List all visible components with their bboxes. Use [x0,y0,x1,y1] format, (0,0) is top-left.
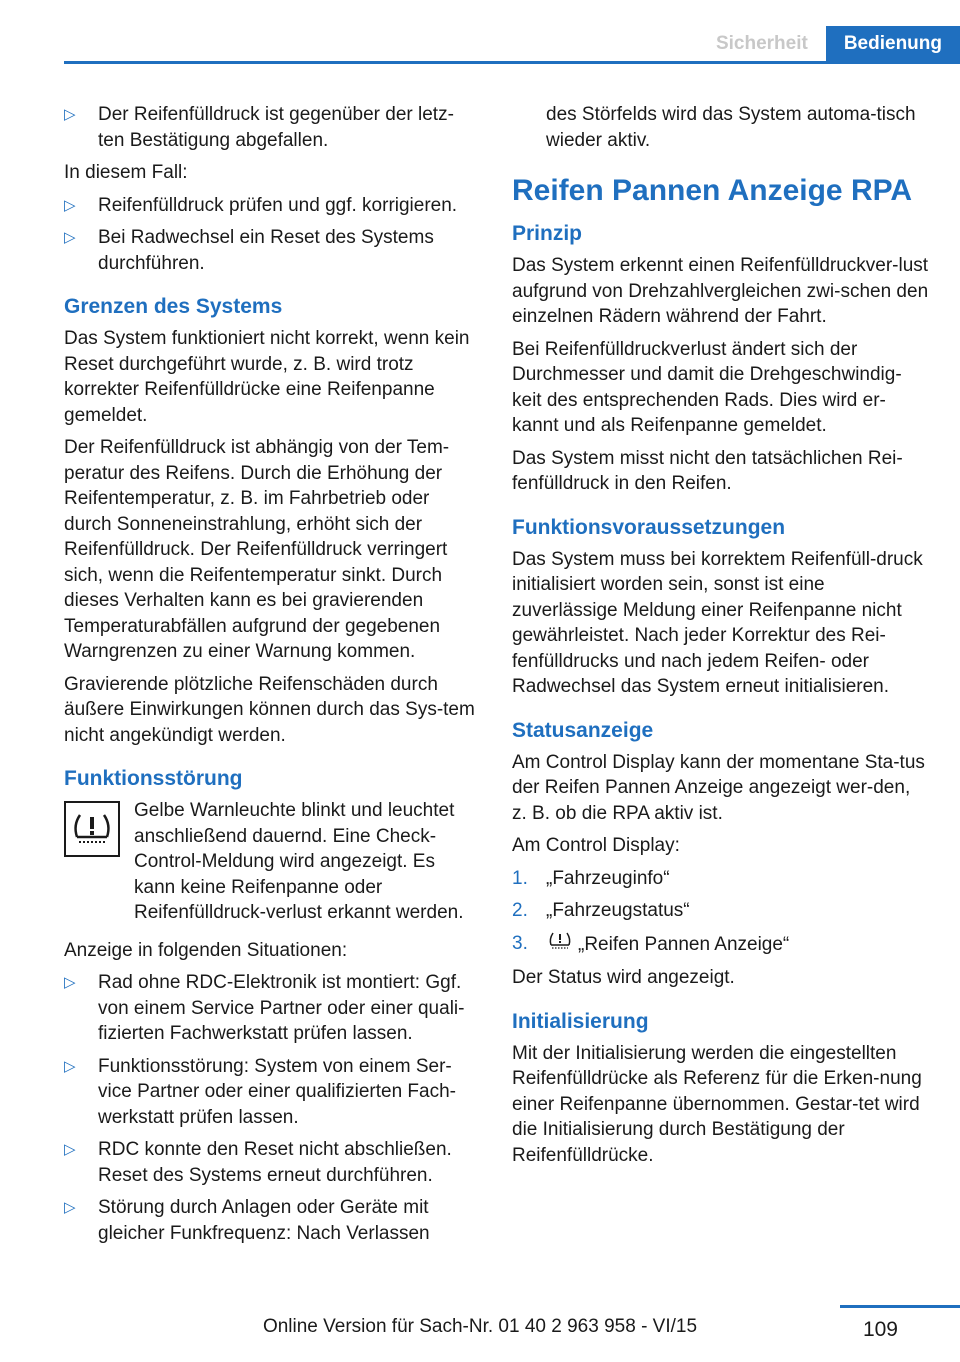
paragraph: Anzeige in folgenden Situationen: [64,939,348,961]
paragraph: Mit der Initialisierung werden die eingestellten Reifenfülldrücke als Referenz für die Erken‐nung einer Reifenpanne übernommen. Gestar‐tet wird die Initialisierung durch Bestätigung der Reifenfülldrücke. [512,1042,922,1166]
numbered-list [512,866,930,959]
heading-prinzip: Prinzip [512,222,583,245]
paragraph: Gravierende plötzliche Reifenschäden durch äußere Einwirkungen können durch das Sys‐tem nicht angekündigt werden. [64,673,475,746]
tab-bedienung[interactable]: Bedienung [826,26,960,62]
list-item: ▷ Funktionsstörung: System von einem Ser‐vice Partner oder einer qualifizierten Fach‐werkstatt prüfen lassen. [64,1055,457,1128]
triangle-bullet-icon: ▷ [64,1057,76,1075]
page-number: 109 [862,1318,898,1341]
heading-statusanzeige: Statusanzeige [512,718,654,742]
triangle-bullet-icon: ▷ [64,1141,76,1158]
paragraph: Das System funktioniert nicht korrekt, wenn kein Reset durchgeführt wurde, z. B. wird trotz korrekter Reifenfülldrücke eine Reifenpanne gemeldet. [64,328,470,426]
bullet-list [64,970,480,1246]
heading-rpa: Reifen Pannen Anzeige RPA [512,174,913,207]
warning-block [64,798,480,938]
list-item: ▷ Bei Radwechsel ein Reset des Systems durchführen. [64,227,434,274]
paragraph: Das System muss bei korrektem Reifenfüll‐druck initialisiert worden sein, sonst ist eine zuverlässige Meldung einer Reifenpanne nicht gewährleistet. Nach jeder Korrektur des Rei‐fenfülldrucks und nach jedem Reifen- oder Radwechsel das System erneut initialisieren. [512,548,923,697]
bullet-list [64,193,480,277]
list-item: ▷ RDC konnte den Reset nicht abschließen. Reset des Systems erneut durchführen. [64,1139,452,1186]
tire-pressure-warning-icon [548,931,572,959]
list-item: ▷ Störung durch Anlagen oder Geräte mit gleicher Funkfrequenz: Nach Verlassen [64,1197,430,1244]
left-column [64,102,480,1253]
list-item: 1. „Fahrzeuginfo“ [512,867,670,889]
tab-sicherheit[interactable]: Sicherheit [698,26,826,62]
paragraph: Am Control Display kann der momentane Sta‐tus der Reifen Pannen Anzeige angezeigt wer‐den, z. B. ob die RPA aktiv ist. [512,751,925,824]
paragraph: des Störfelds wird das System automa‐tisch wieder aktiv. [546,104,916,151]
paragraph: Das System erkennt einen Reifenfülldruckver‐lust aufgrund von Drehzahlvergleichen zwi‐schen den einzelnen Rädern während der Fahrt. [512,255,929,327]
triangle-bullet-icon: ▷ [64,229,76,246]
triangle-bullet-icon: ▷ [64,196,76,214]
paragraph: Das System misst nicht den tatsächlichen Rei‐fenfülldruck in den Reifen. [512,447,903,494]
list-item: 3. „Reifen Pannen Anzeige“ [512,931,930,959]
tire-pressure-warning-icon [64,801,120,857]
list-item: ▷ Reifenfülldruck prüfen und ggf. korrigieren. [64,193,480,219]
heading-initialisierung: Initialisierung [512,1009,649,1033]
list-item: ▷ Der Reifenfülldruck ist gegenüber der letz‐ten Bestätigung abgefallen. [64,104,454,151]
paragraph: Am Control Display: [512,835,680,856]
triangle-bullet-icon: ▷ [64,1199,76,1216]
bullet-list [64,102,480,153]
paragraph: Der Reifenfülldruck ist abhängig von der Tem‐peratur des Reifens. Durch die Erhöhung der Reifentemperatur, z. B. im Fahrbetrieb oder durch Sonneneinstrahlung, erhöht sich der Reifenfülldruck. Der Reifenfülldruck verringert sich, wenn die Reifentemperatur sinkt. Durch dieses Verhalten kann es bei gravierenden Temperaturabfällen aufgrund der gegebenen Warngrenzen zu einer Warnung kommen. [64,437,450,662]
list-item: 2. „Fahrzeugstatus“ [512,900,690,921]
footer-rule [840,1305,960,1308]
paragraph: Bei Reifenfülldruckverlust ändert sich der Durchmesser und damit die Drehgeschwindig‐keit des entsprechenden Rads. Dies wird er‐kannt und als Reifenpanne gemeldet. [512,338,902,436]
header-rule [64,61,960,64]
paragraph: Der Status wird angezeigt. [512,967,735,988]
section-tabs [698,26,960,62]
list-item: ▷ Rad ohne RDC-Elektronik ist montiert: Ggf. von einem Service Partner oder einer quali‐fizierten Fachwerkstatt prüfen lassen. [64,972,465,1044]
triangle-bullet-icon: ▷ [64,974,76,991]
heading-funktionsvoraussetzungen: Funktionsvoraussetzungen [512,515,786,539]
heading-funktionsstoerung: Funktionsstörung [64,767,243,790]
heading-grenzen: Grenzen des Systems [64,295,283,318]
right-column [512,102,930,1175]
paragraph: In diesem Fall: [64,162,188,183]
footer-text: Online Version für Sach-Nr. 01 40 2 963 958 - VI/15 [262,1316,698,1337]
paragraph: Gelbe Warnleuchte blinkt und leuchtet anschließend dauernd. Eine Check-Control-Meldung wird angezeigt. Es kann keine Reifenpanne oder Reifenfülldruck‐verlust erkannt werden. [134,800,464,923]
triangle-bullet-icon: ▷ [64,106,76,123]
